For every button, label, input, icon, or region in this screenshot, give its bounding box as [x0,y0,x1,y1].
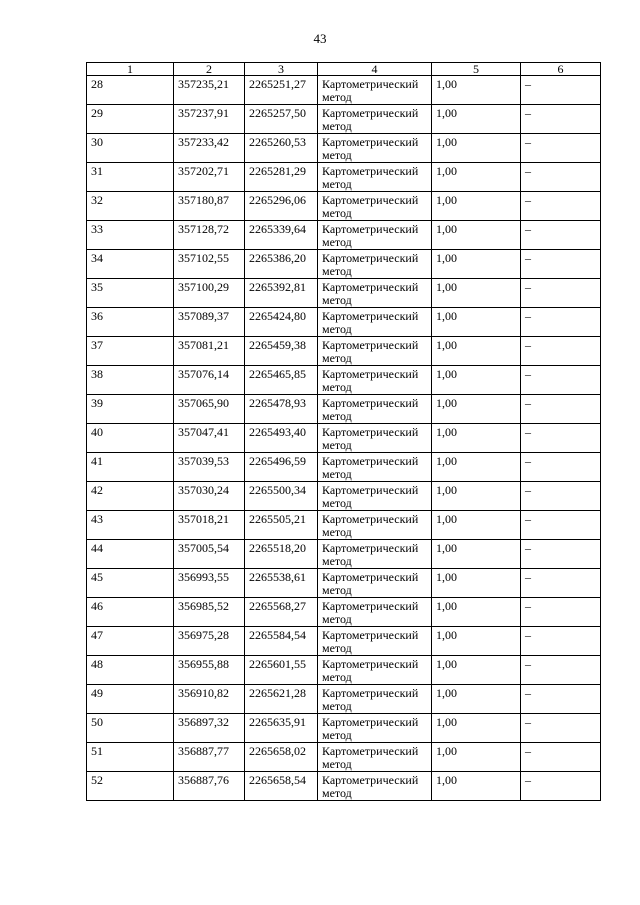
point-number-cell: 38 [87,366,174,395]
accuracy-cell: 1,00 [432,221,521,250]
x-coordinate-cell: 357100,29 [174,279,245,308]
accuracy-cell: 1,00 [432,366,521,395]
accuracy-cell: 1,00 [432,105,521,134]
x-coordinate-cell: 357233,42 [174,134,245,163]
method-cell: Картометрический метод [318,134,432,163]
y-coordinate-cell: 2265260,53 [245,134,318,163]
accuracy-cell: 1,00 [432,714,521,743]
table-row [87,453,601,482]
note-cell: – [521,772,601,801]
accuracy-cell: 1,00 [432,482,521,511]
note-cell: – [521,337,601,366]
header-cell-3: 3 [245,63,318,76]
x-coordinate-cell: 357202,71 [174,163,245,192]
point-number-cell: 37 [87,337,174,366]
point-number-cell: 52 [87,772,174,801]
note-cell: – [521,569,601,598]
method-cell: Картометрический метод [318,685,432,714]
x-coordinate-cell: 356993,55 [174,569,245,598]
point-number-cell: 42 [87,482,174,511]
note-cell: – [521,482,601,511]
method-cell: Картометрический метод [318,511,432,540]
accuracy-cell: 1,00 [432,598,521,627]
table-row [87,337,601,366]
y-coordinate-cell: 2265635,91 [245,714,318,743]
x-coordinate-cell: 357039,53 [174,453,245,482]
method-cell: Картометрический метод [318,76,432,105]
point-number-cell: 30 [87,134,174,163]
accuracy-cell: 1,00 [432,424,521,453]
table-row [87,482,601,511]
accuracy-cell: 1,00 [432,453,521,482]
x-coordinate-cell: 357102,55 [174,250,245,279]
y-coordinate-cell: 2265496,59 [245,453,318,482]
x-coordinate-cell: 357128,72 [174,221,245,250]
method-cell: Картометрический метод [318,743,432,772]
table-header [87,63,601,76]
header-cell-4: 4 [318,63,432,76]
page-number: 43 [313,31,327,46]
accuracy-cell: 1,00 [432,163,521,192]
accuracy-cell: 1,00 [432,192,521,221]
y-coordinate-cell: 2265658,02 [245,743,318,772]
method-cell: Картометрический метод [318,250,432,279]
point-number-cell: 43 [87,511,174,540]
x-coordinate-cell: 356975,28 [174,627,245,656]
x-coordinate-cell: 357180,87 [174,192,245,221]
note-cell: – [521,540,601,569]
accuracy-cell: 1,00 [432,743,521,772]
y-coordinate-cell: 2265601,55 [245,656,318,685]
accuracy-cell: 1,00 [432,540,521,569]
table-row [87,685,601,714]
header-row [87,63,601,76]
accuracy-cell: 1,00 [432,511,521,540]
note-cell: – [521,656,601,685]
point-number-cell: 48 [87,656,174,685]
x-coordinate-cell: 357065,90 [174,395,245,424]
method-cell: Картометрический метод [318,656,432,685]
y-coordinate-cell: 2265392,81 [245,279,318,308]
note-cell: – [521,598,601,627]
coordinates-table [86,62,601,801]
method-cell: Картометрический метод [318,424,432,453]
point-number-cell: 35 [87,279,174,308]
header-cell-1: 1 [87,63,174,76]
table-row [87,627,601,656]
accuracy-cell: 1,00 [432,395,521,424]
y-coordinate-cell: 2265296,06 [245,192,318,221]
x-coordinate-cell: 357047,41 [174,424,245,453]
note-cell: – [521,714,601,743]
y-coordinate-cell: 2265568,27 [245,598,318,627]
method-cell: Картометрический метод [318,598,432,627]
accuracy-cell: 1,00 [432,134,521,163]
point-number-cell: 51 [87,743,174,772]
point-number-cell: 31 [87,163,174,192]
point-number-cell: 34 [87,250,174,279]
table-row [87,395,601,424]
point-number-cell: 28 [87,76,174,105]
header-cell-5: 5 [432,63,521,76]
point-number-cell: 49 [87,685,174,714]
table-row [87,569,601,598]
note-cell: – [521,192,601,221]
x-coordinate-cell: 356910,82 [174,685,245,714]
y-coordinate-cell: 2265621,28 [245,685,318,714]
point-number-cell: 47 [87,627,174,656]
y-coordinate-cell: 2265505,21 [245,511,318,540]
y-coordinate-cell: 2265386,20 [245,250,318,279]
table-row [87,424,601,453]
method-cell: Картометрический метод [318,482,432,511]
header-cell-6: 6 [521,63,601,76]
y-coordinate-cell: 2265251,27 [245,76,318,105]
accuracy-cell: 1,00 [432,627,521,656]
point-number-cell: 50 [87,714,174,743]
method-cell: Картометрический метод [318,279,432,308]
accuracy-cell: 1,00 [432,279,521,308]
header-cell-2: 2 [174,63,245,76]
method-cell: Картометрический метод [318,192,432,221]
x-coordinate-cell: 356985,52 [174,598,245,627]
table-row [87,163,601,192]
y-coordinate-cell: 2265518,20 [245,540,318,569]
point-number-cell: 41 [87,453,174,482]
x-coordinate-cell: 356955,88 [174,656,245,685]
x-coordinate-cell: 357089,37 [174,308,245,337]
method-cell: Картометрический метод [318,163,432,192]
table-row [87,511,601,540]
method-cell: Картометрический метод [318,540,432,569]
table-row [87,192,601,221]
accuracy-cell: 1,00 [432,76,521,105]
y-coordinate-cell: 2265257,50 [245,105,318,134]
note-cell: – [521,134,601,163]
note-cell: – [521,163,601,192]
table-row [87,656,601,685]
table-row [87,134,601,163]
y-coordinate-cell: 2265538,61 [245,569,318,598]
point-number-cell: 45 [87,569,174,598]
x-coordinate-cell: 357030,24 [174,482,245,511]
accuracy-cell: 1,00 [432,772,521,801]
method-cell: Картометрический метод [318,337,432,366]
table-row [87,76,601,105]
table-row [87,250,601,279]
note-cell: – [521,76,601,105]
y-coordinate-cell: 2265424,80 [245,308,318,337]
method-cell: Картометрический метод [318,366,432,395]
table-row [87,308,601,337]
accuracy-cell: 1,00 [432,569,521,598]
y-coordinate-cell: 2265658,54 [245,772,318,801]
y-coordinate-cell: 2265465,85 [245,366,318,395]
x-coordinate-cell: 357005,54 [174,540,245,569]
table-row [87,772,601,801]
note-cell: – [521,743,601,772]
note-cell: – [521,250,601,279]
accuracy-cell: 1,00 [432,250,521,279]
y-coordinate-cell: 2265339,64 [245,221,318,250]
y-coordinate-cell: 2265281,29 [245,163,318,192]
table-row [87,366,601,395]
accuracy-cell: 1,00 [432,308,521,337]
x-coordinate-cell: 357018,21 [174,511,245,540]
method-cell: Картометрический метод [318,221,432,250]
table-row [87,743,601,772]
table-row [87,105,601,134]
note-cell: – [521,366,601,395]
y-coordinate-cell: 2265478,93 [245,395,318,424]
note-cell: – [521,221,601,250]
x-coordinate-cell: 357081,21 [174,337,245,366]
method-cell: Картометрический метод [318,395,432,424]
point-number-cell: 32 [87,192,174,221]
point-number-cell: 29 [87,105,174,134]
note-cell: – [521,105,601,134]
x-coordinate-cell: 356887,77 [174,743,245,772]
table-row [87,540,601,569]
method-cell: Картометрический метод [318,714,432,743]
x-coordinate-cell: 357235,21 [174,76,245,105]
note-cell: – [521,511,601,540]
table-row [87,714,601,743]
method-cell: Картометрический метод [318,453,432,482]
y-coordinate-cell: 2265500,34 [245,482,318,511]
method-cell: Картометрический метод [318,772,432,801]
table-body [87,76,601,801]
y-coordinate-cell: 2265584,54 [245,627,318,656]
accuracy-cell: 1,00 [432,685,521,714]
point-number-cell: 36 [87,308,174,337]
note-cell: – [521,685,601,714]
note-cell: – [521,627,601,656]
table-row [87,221,601,250]
method-cell: Картометрический метод [318,569,432,598]
x-coordinate-cell: 357237,91 [174,105,245,134]
point-number-cell: 46 [87,598,174,627]
accuracy-cell: 1,00 [432,656,521,685]
y-coordinate-cell: 2265493,40 [245,424,318,453]
table-row [87,598,601,627]
note-cell: – [521,424,601,453]
table-row [87,279,601,308]
method-cell: Картометрический метод [318,105,432,134]
method-cell: Картометрический метод [318,308,432,337]
point-number-cell: 44 [87,540,174,569]
point-number-cell: 40 [87,424,174,453]
point-number-cell: 39 [87,395,174,424]
method-cell: Картометрический метод [318,627,432,656]
note-cell: – [521,308,601,337]
note-cell: – [521,279,601,308]
note-cell: – [521,395,601,424]
accuracy-cell: 1,00 [432,337,521,366]
x-coordinate-cell: 356897,32 [174,714,245,743]
x-coordinate-cell: 357076,14 [174,366,245,395]
y-coordinate-cell: 2265459,38 [245,337,318,366]
note-cell: – [521,453,601,482]
point-number-cell: 33 [87,221,174,250]
x-coordinate-cell: 356887,76 [174,772,245,801]
